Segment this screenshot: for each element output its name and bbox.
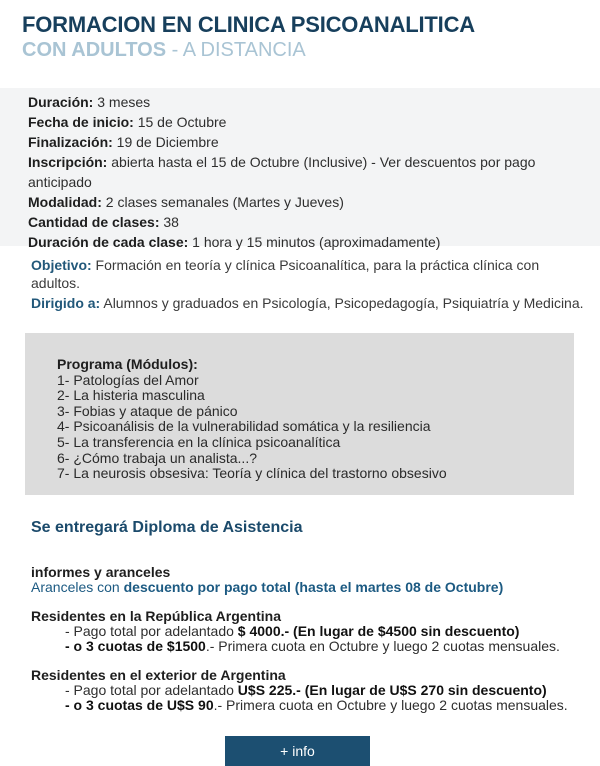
programa-item: 5- La transferencia en la clínica psicoanalítica [57, 433, 341, 450]
objetivo [31, 256, 576, 292]
programa-item: 1- Patologías del Amor [57, 371, 199, 388]
dirigido-text: Alumnos y graduados en Psicología, Psicopedagogía, Psiquiatría y Medicina. [100, 295, 584, 311]
detail-fecha-inicio: Fecha de inicio: 15 de Octubre [28, 114, 227, 130]
programa-item: 6- ¿Cómo trabaja un analista...? [57, 449, 257, 466]
dirigido [31, 294, 591, 312]
objetivo-label: Objetivo: [31, 257, 92, 273]
dirigido-label: Dirigido a: [31, 295, 101, 311]
aranceles-intro: Aranceles con descuento por pago total (hasta el martes 08 de Octubre) [31, 579, 504, 595]
detail-cantidad-clases: Cantidad de clases: 38 [28, 214, 179, 230]
objetivo-text: Formación en teoría y clínica Psicoanalítica, para la práctica clínica con adultos. [31, 257, 540, 291]
programa-item: 7- La neurosis obsesiva: Teoría y clínica del trastorno obsesivo [57, 465, 447, 482]
detail-inscripcion: Inscripción: abierta hasta el 15 de Octubre (Inclusive) - Ver descuentos por pago anticipado [28, 154, 536, 190]
detail-duracion: Duración: 3 meses [28, 94, 151, 110]
page-title: FORMACION EN CLINICA PSICOANALITICA [22, 12, 475, 37]
aranceles-section [31, 565, 591, 713]
detail-modalidad: Modalidad: 2 clases semanales (Martes y Jueves) [28, 194, 344, 210]
course-details [28, 92, 573, 252]
page-header [22, 12, 475, 62]
programa-item: 4- Psicoanálisis de la vulnerabilidad somática y la resiliencia [57, 418, 431, 435]
detail-finalizacion: Finalización: 19 de Diciembre [28, 134, 219, 150]
argentina-pago-total: - Pago total por adelantado $ 4000.- (En lugar de $4500 sin descuento) [65, 623, 520, 639]
aranceles-heading: informes y aranceles [31, 564, 171, 580]
programa-item: 3- Fobias y ataque de pánico [57, 402, 238, 419]
exterior-cuotas: - o 3 cuotas de U$S 90.- Primera cuota en Octubre y luego 2 cuotas mensuales. [65, 697, 568, 713]
exterior-pago-total: - Pago total por adelantado U$S 225.- (En lugar de U$S 270 sin descuento) [65, 682, 547, 698]
exterior-heading: Residentes en el exterior de Argentina [31, 667, 286, 683]
detail-duracion-clase: Duración de cada clase: 1 hora y 15 minutos (aproximadamente) [28, 234, 441, 250]
diploma-notice: Se entregará Diploma de Asistencia [31, 519, 303, 536]
more-info-button[interactable]: + info [225, 736, 370, 766]
subtitle-bold: CON ADULTOS [22, 39, 167, 61]
page-subtitle [22, 38, 475, 62]
argentina-heading: Residentes en la República Argentina [31, 608, 281, 624]
programa-title: Programa (Módulos): [57, 356, 198, 372]
programa-list [57, 357, 557, 482]
argentina-cuotas: - o 3 cuotas de $1500.- Primera cuota en Octubre y luego 2 cuotas mensuales. [65, 638, 560, 654]
programa-item: 2- La histeria masculina [57, 387, 205, 404]
subtitle-rest: - A DISTANCIA [166, 39, 306, 61]
